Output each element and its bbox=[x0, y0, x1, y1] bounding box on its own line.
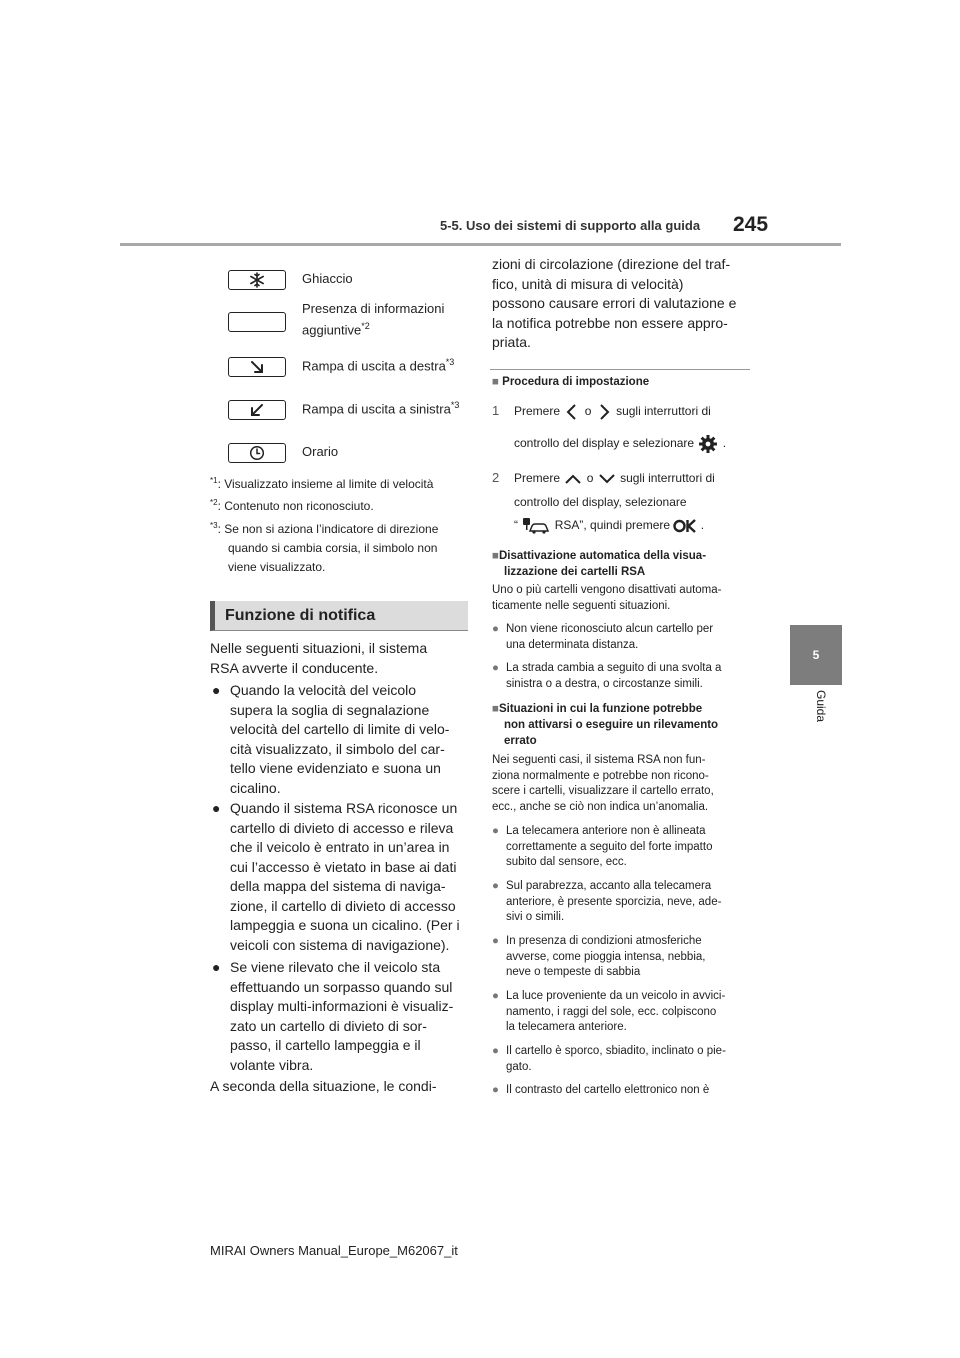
icon-label-ice: Ghiaccio bbox=[302, 271, 353, 286]
bullet-dot-icon: ● bbox=[492, 880, 499, 892]
section-heading: Funzione di notifica bbox=[210, 601, 468, 631]
road-sign-car-icon bbox=[521, 517, 551, 535]
list-item: ● Quando la velocità del veicolo supera la soglia di segnalazione velocità del cartello di limite di velo- cità visualizzato, il simbolo del car- tello viene evidenziato e suona un cicalino. bbox=[212, 682, 450, 796]
chevron-left-icon bbox=[563, 402, 581, 422]
footnote-1: $^{*1}$: Visualizzato insieme al limite di velocità bbox=[210, 476, 434, 491]
chapter-label: Guida bbox=[814, 690, 828, 723]
square-bullet-icon: ■ bbox=[492, 550, 499, 562]
step-2-line3: “ RSA”, quindi premere . bbox=[514, 516, 704, 535]
list-item: ● In presenza di condizioni atmosferiche avverse, come pioggia intensa, nebbia, neve o tempeste di sabbia bbox=[492, 935, 706, 978]
intro-text: Nelle seguenti situazioni, il sistema RSA avverte il conducente. bbox=[210, 640, 428, 676]
situations-heading: ■Situazioni in cui la funzione potrebbe non attivarsi o eseguire un rilevamento errato bbox=[492, 703, 719, 747]
deactivation-text: Uno o più cartelli vengono disattivati automa- ticamente nelle seguenti situazioni. bbox=[492, 584, 722, 612]
icon-row-exit-right bbox=[228, 357, 455, 377]
icon-row-exit-left bbox=[228, 400, 460, 420]
list-item: ● La strada cambia a seguito di una svolta a sinistra o a destra, o circostanze simili. bbox=[492, 662, 722, 690]
clock-icon bbox=[228, 443, 286, 463]
bullet-dot-icon: ● bbox=[492, 825, 499, 837]
list-item: ● Se viene rilevato che il veicolo sta effettuando un sorpasso quando sul display multi-informazioni è visualiz- zato un cartello di divieto di sor- passo, il cartello lampeggia e il volante vibra. bbox=[212, 959, 454, 1073]
chevron-down-icon bbox=[597, 472, 617, 486]
square-bullet-icon: ■ bbox=[492, 376, 499, 388]
step-1: 1 Premere o sugli interruttori di bbox=[492, 402, 711, 422]
step-1-line2: controllo del display e selezionare . bbox=[514, 433, 726, 455]
bullet-dot-icon: ● bbox=[492, 935, 499, 947]
list-item: ● Sul parabrezza, accanto alla telecamera anteriore, è presente sporcizia, neve, ade- sivi o simili. bbox=[492, 880, 722, 923]
list-item: ● Non viene riconosciuto alcun cartello per una determinata distanza. bbox=[492, 623, 714, 651]
arrow-down-right-icon bbox=[228, 357, 286, 377]
blank-icon bbox=[228, 312, 286, 332]
bullet-dot-icon: ● bbox=[492, 1084, 499, 1096]
icon-label-time: Orario bbox=[302, 444, 339, 459]
list-item: ● La telecamera anteriore non è allineata correttamente a seguito del forte impatto subito dal sensore, ecc. bbox=[492, 825, 713, 868]
chevron-up-icon bbox=[563, 472, 583, 486]
gear-icon bbox=[697, 433, 719, 455]
list-item: ● Il contrasto del cartello elettronico non è bbox=[492, 1083, 754, 1099]
bullet-dot-icon: ● bbox=[212, 682, 221, 698]
icon-label-additional-info: aggiuntive$^{*2}$ bbox=[302, 321, 370, 338]
icon-label-exit-left: Rampa di uscita a sinistra$^{*3}$ bbox=[302, 400, 460, 417]
procedure-heading: ■ Procedura di impostazione bbox=[492, 376, 650, 388]
icon-row-additional-info bbox=[228, 301, 445, 338]
icon-label-exit-right: Rampa di uscita a destra$^{*3}$ bbox=[302, 357, 455, 374]
footer-document-id: MIRAI Owners Manual_Europe_M62067_it bbox=[210, 1243, 458, 1258]
list-item: ● La luce proveniente da un veicolo in avvici- namento, i raggi del sole, ecc. colpiscono la telecamera anteriore. bbox=[492, 990, 726, 1033]
header-section-title: 5-5. Uso dei sistemi di supporto alla guida bbox=[440, 218, 701, 233]
header-divider bbox=[120, 243, 841, 246]
ok-button-icon bbox=[673, 518, 697, 534]
list-item: ● Il cartello è sporco, sbiadito, inclinato o pie- gato. bbox=[492, 1045, 726, 1073]
bullet-dot-icon: ● bbox=[212, 800, 221, 816]
right-top-text: zioni di circolazione (direzione del traf- fico, unità di misura di velocità) possono causare errori di valutazione e la notifica potrebbe non essere appro- priata. bbox=[492, 256, 737, 350]
footnote-3: $^{*3}$: Se non si aziona l’indicatore di direzione quando si cambia corsia, il simbolo non viene visualizzato. bbox=[210, 521, 439, 575]
list-item: ● Quando il sistema RSA riconosce un cartello di divieto di accesso e rileva che il veicolo è entrato in un’area in cui l’accesso è vietato in base ai dati della mappa del sistema di naviga- zione, il cartello di divieto di accesso lampeggia e suona un cicalino. (Per i veicoli con sistema di navigazione). bbox=[212, 800, 460, 953]
bullet-dot-icon: ● bbox=[492, 623, 499, 635]
snowflake-icon bbox=[228, 270, 286, 290]
arrow-down-left-icon bbox=[228, 400, 286, 420]
chapter-tab: 5 bbox=[790, 625, 842, 685]
footnote-2: $^{*2}$: Contenuto non riconosciuto. bbox=[210, 498, 374, 513]
step-2: 2 Premere o sugli interruttori di bbox=[492, 470, 715, 485]
deactivation-heading: ■Disattivazione automatica della visua- lizzazione dei cartelli RSA bbox=[492, 550, 707, 578]
bullet-dot-icon: ● bbox=[492, 1045, 499, 1057]
icon-row-ice bbox=[228, 270, 353, 290]
icon-row-time bbox=[228, 443, 339, 463]
chevron-right-icon bbox=[595, 402, 613, 422]
closing-text: A seconda della situazione, le condi- bbox=[210, 1078, 437, 1094]
step-2-line2: controllo del display, selezionare bbox=[514, 495, 687, 509]
icon-label-additional-info-line1: Presenza di informazioni bbox=[302, 301, 445, 316]
page-number: 245 bbox=[733, 213, 769, 236]
situations-text: Nei seguenti casi, il sistema RSA non fun- ziona normalmente e potrebbe non ricono- scere i cartelli, visualizzare il cartello errato, ecc., anche se ciò non indica un’anomalia. bbox=[492, 754, 714, 813]
bullet-dot-icon: ● bbox=[492, 990, 499, 1002]
right-divider bbox=[490, 369, 750, 370]
square-bullet-icon: ■ bbox=[492, 703, 499, 715]
bullet-dot-icon: ● bbox=[492, 662, 499, 674]
bullet-dot-icon: ● bbox=[212, 959, 221, 975]
